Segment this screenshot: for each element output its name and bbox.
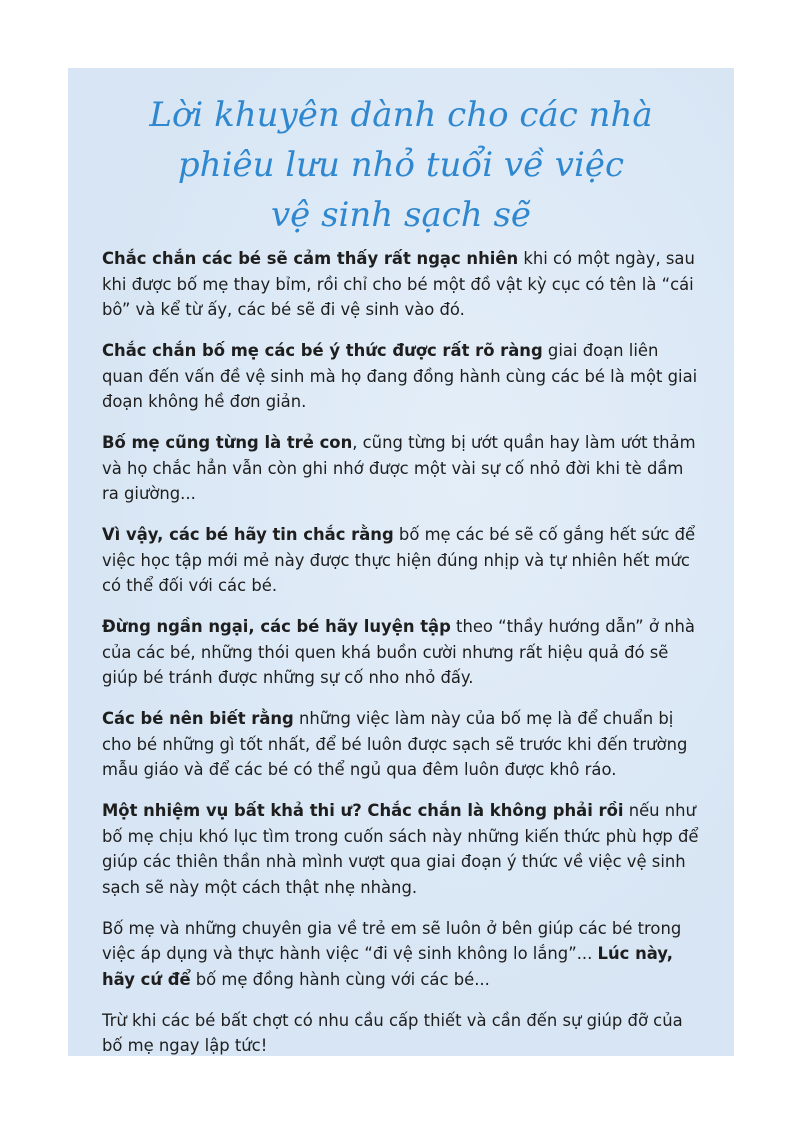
title-line-3: vệ sinh sạch sẽ (270, 195, 532, 235)
paragraph (102, 430, 704, 507)
paragraph-text: những việc làm này của bố mẹ là để chuẩn bị cho bé những gì tốt nhất, để bé luôn được sạch sẽ trước khi đến trường mẫu giáo và để các bé có thể ngủ qua đêm luôn được khô ráo. (102, 709, 688, 779)
paragraph (102, 614, 704, 691)
paragraph-text: Bố mẹ và những chuyên gia về trẻ em sẽ luôn ở bên giúp các bé trong việc áp dụng và thực hành việc “đi vệ sinh không lo lắng”... (102, 918, 682, 963)
paragraph-lead: Các bé nên biết rằng (102, 709, 294, 728)
body-text (102, 246, 704, 1074)
paragraph (102, 338, 704, 415)
paragraph-text: , cũng từng bị ướt quần hay làm ướt thảm và họ chắc hẳn vẫn còn ghi nhớ được một vài sự cố nhỏ đời khi tè dầm ra giường... (102, 433, 696, 503)
paragraph-text: giai đoạn liên quan đến vấn đề vệ sinh mà họ đang đồng hành cùng các bé là một giai đoạn không hề đơn giản. (102, 341, 698, 411)
paragraph-lead: Chắc chắn các bé sẽ cảm thấy rất ngạc nhiên (102, 249, 519, 268)
paragraph (102, 246, 704, 323)
paragraph-lead: Một nhiệm vụ bất khả thi ư? Chắc chắn là không phải rồi (102, 801, 624, 820)
paragraph-text: khi có một ngày, sau khi được bố mẹ thay bỉm, rồi chỉ cho bé một đồ vật kỳ cục có tên là “cái bô” và kể từ ấy, các bé sẽ đi vệ sinh vào đó. (102, 249, 695, 319)
paragraph-lead: Chắc chắn bố mẹ các bé ý thức được rất rõ ràng (102, 341, 543, 360)
paragraph-lead: Vì vậy, các bé hãy tin chắc rằng (102, 525, 394, 544)
paragraph (102, 522, 704, 599)
page-title (68, 90, 734, 240)
paragraph-emphasis: Lúc này, hãy cứ để (102, 944, 673, 989)
paragraph (102, 916, 704, 993)
paragraph-text: bố mẹ các bé sẽ cố gắng hết sức để việc học tập mới mẻ này được thực hiện đúng nhịp và tự nhiên hết mức có thể đối với các bé. (102, 525, 696, 595)
title-line-2: phiêu lưu nhỏ tuổi về việc (177, 145, 625, 185)
paragraph-text-end: bố mẹ đồng hành cùng với các bé... (190, 969, 490, 989)
paragraph-lead: Bố mẹ cũng từng là trẻ con (102, 433, 353, 452)
title-line-1: Lời khuyên dành cho các nhà (149, 95, 653, 135)
paragraph (102, 798, 704, 900)
paragraph-text: Trừ khi các bé bất chợt có nhu cầu cấp thiết và cần đến sự giúp đỡ của bố mẹ ngay lập tức! (102, 1010, 683, 1055)
paragraph-text: nếu như bố mẹ chịu khó lục tìm trong cuốn sách này những kiến thức phù hợp để giúp các thiên thần nhà mình vượt qua giai đoạn ý thức về việc vệ sinh sạch sẽ này một cách thật nhẹ nhàng. (102, 801, 699, 897)
paragraph-text: theo “thầy hướng dẫn” ở nhà của các bé, những thói quen khá buồn cười nhưng rất hiệu quả đó sẽ giúp bé tránh được những sự cố nho nhỏ đấy. (102, 617, 695, 687)
paragraph (102, 1008, 704, 1059)
paragraph (102, 706, 704, 783)
paragraph-lead: Đừng ngần ngại, các bé hãy luyện tập (102, 617, 451, 636)
